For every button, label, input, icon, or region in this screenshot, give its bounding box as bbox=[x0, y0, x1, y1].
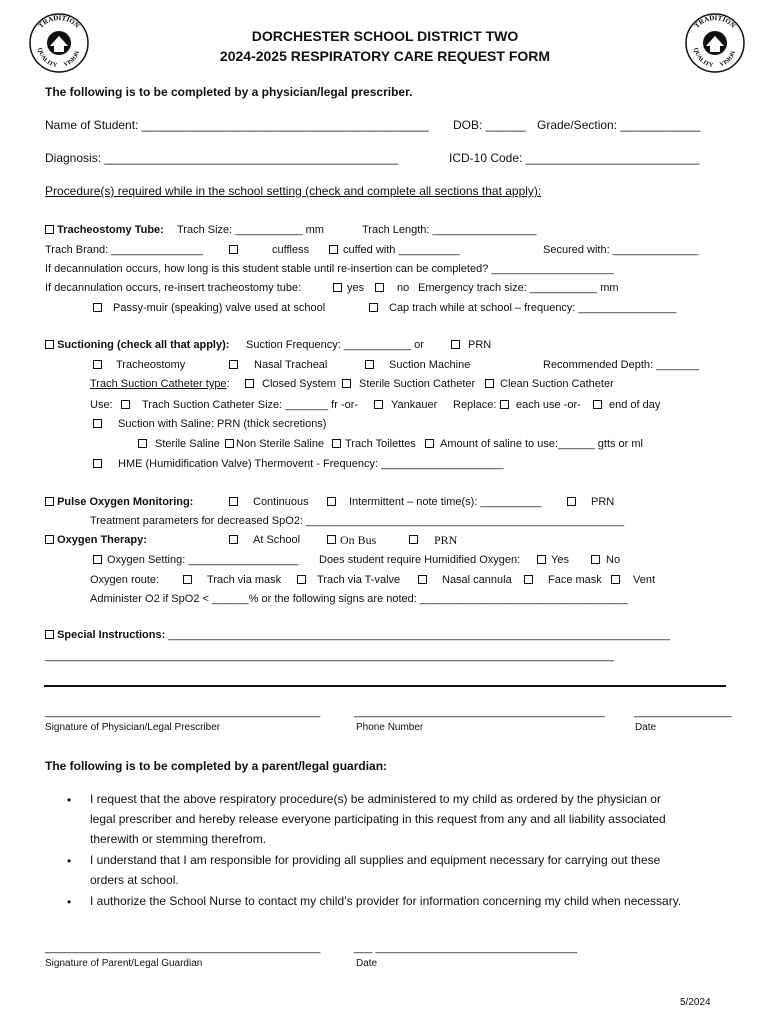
saline-checkbox[interactable] bbox=[93, 419, 102, 428]
nasal-cannula-label: Nasal cannula bbox=[442, 574, 512, 586]
administer-o2-field[interactable]: Administer O2 if SpO2 < ______% or the following signs are noted: __________________________________ bbox=[90, 593, 628, 605]
cuffed-checkbox[interactable] bbox=[329, 245, 338, 254]
trach-tvalve-label: Trach via T-valve bbox=[317, 574, 401, 586]
clean-catheter-label: Clean Suction Catheter bbox=[500, 378, 614, 390]
parent-signature-label: Signature of Parent/Legal Guardian bbox=[45, 958, 203, 969]
trach-mask-checkbox[interactable] bbox=[183, 575, 192, 584]
suctioning-checkbox[interactable] bbox=[45, 340, 54, 349]
non-sterile-saline-checkbox[interactable] bbox=[225, 439, 234, 448]
treatment-parameters-field[interactable]: Treatment parameters for decreased SpO2: ____________________________________________________ bbox=[90, 515, 625, 527]
special-instructions-label: Special Instructions: bbox=[57, 629, 166, 641]
oxygen-prn-checkbox[interactable] bbox=[409, 535, 418, 544]
decannulation-stable-field[interactable]: If decannulation occurs, how long is this student stable until re-insertion can be completed? ____________________ bbox=[45, 263, 614, 275]
non-sterile-saline-label: Non Sterile Saline bbox=[236, 438, 325, 450]
hme-checkbox[interactable] bbox=[93, 459, 102, 468]
humidified-no-checkbox[interactable] bbox=[591, 555, 600, 564]
pulse-prn-checkbox[interactable] bbox=[567, 497, 576, 506]
intermittent-checkbox[interactable] bbox=[327, 497, 336, 506]
suction-tracheostomy-checkbox[interactable] bbox=[93, 360, 102, 369]
at-school-label: At School bbox=[253, 534, 301, 546]
passy-muir-checkbox[interactable] bbox=[93, 303, 102, 312]
catheter-type-colon: : bbox=[226, 378, 230, 390]
parent-date-line[interactable]: ___ _________________________________ bbox=[354, 942, 578, 954]
suction-frequency-field[interactable]: Suction Frequency: ___________ or bbox=[246, 339, 424, 351]
trach-toilettes-checkbox[interactable] bbox=[332, 439, 341, 448]
suction-machine-checkbox[interactable] bbox=[365, 360, 374, 369]
bullet-1-line2: legal prescriber and hereby release everyone participating in this request from any and all liability associated bbox=[90, 812, 666, 826]
each-use-checkbox[interactable] bbox=[500, 400, 509, 409]
bullet-dot: • bbox=[67, 854, 72, 868]
closed-system-label: Closed System bbox=[262, 378, 336, 390]
oxygen-setting-checkbox[interactable] bbox=[93, 555, 102, 564]
face-mask-label: Face mask bbox=[548, 574, 602, 586]
end-of-day-checkbox[interactable] bbox=[593, 400, 602, 409]
physician-date-line[interactable]: ________________ bbox=[634, 706, 732, 718]
pulse-prn-label: PRN bbox=[591, 496, 615, 508]
trach-tvalve-checkbox[interactable] bbox=[297, 575, 306, 584]
humidified-yes-checkbox[interactable] bbox=[537, 555, 546, 564]
nasal-tracheal-label: Nasal Tracheal bbox=[254, 359, 328, 371]
logo-right-text: VISION bbox=[63, 50, 82, 69]
trach-mask-label: Trach via mask bbox=[207, 574, 282, 586]
logo-top-text: TRADITION bbox=[692, 13, 738, 30]
icd10-field[interactable]: ICD-10 Code: __________________________ bbox=[449, 151, 700, 165]
catheter-type-label: Trach Suction Catheter type bbox=[90, 378, 227, 390]
logo-left-text: QUALITY bbox=[692, 47, 714, 69]
humidified-no-label: No bbox=[606, 554, 621, 566]
saline-amount-checkbox[interactable] bbox=[425, 439, 434, 448]
special-instructions-checkbox[interactable] bbox=[45, 630, 54, 639]
trach-brand-field[interactable]: Trach Brand: _______________ bbox=[45, 244, 203, 256]
oxygen-therapy-checkbox[interactable] bbox=[45, 535, 54, 544]
trach-toilettes-label: Trach Toilettes bbox=[345, 438, 416, 450]
trach-length-field[interactable]: Trach Length: _________________ bbox=[362, 224, 537, 236]
bullet-dot: • bbox=[67, 895, 72, 909]
sterile-catheter-checkbox[interactable] bbox=[342, 379, 351, 388]
end-of-day-label: end of day bbox=[609, 399, 661, 411]
physician-intro: The following is to be completed by a physician/legal prescriber. bbox=[45, 85, 413, 99]
reinsert-yes-label: yes bbox=[347, 282, 365, 294]
special-instructions-line1[interactable]: __________________________________________________________________________________ bbox=[168, 629, 670, 641]
hme-frequency-field[interactable]: HME (Humidification Valve) Thermovent - Frequency: ____________________ bbox=[118, 458, 504, 470]
phone-number-line[interactable]: _________________________________________ bbox=[354, 706, 605, 718]
bullet-dot: • bbox=[67, 793, 72, 807]
recommended-depth-field[interactable]: Recommended Depth: _______ bbox=[543, 359, 699, 371]
suctioning-label: Suctioning (check all that apply): bbox=[57, 339, 230, 351]
physician-date-label: Date bbox=[635, 722, 657, 733]
suction-prn-checkbox[interactable] bbox=[451, 340, 460, 349]
physician-signature-line[interactable]: _____________________________________________ bbox=[45, 706, 321, 718]
catheter-size-checkbox[interactable] bbox=[121, 400, 130, 409]
suction-tracheostomy-label: Tracheostomy bbox=[116, 359, 186, 371]
reinsert-yes-checkbox[interactable] bbox=[333, 283, 342, 292]
saline-amount-field[interactable]: Amount of saline to use:______ gtts or ml bbox=[440, 438, 644, 450]
bullet-2-line1: I understand that I am responsible for providing all supplies and equipment necessary for carrying out these bbox=[90, 853, 661, 867]
cuffless-checkbox[interactable] bbox=[229, 245, 238, 254]
at-school-checkbox[interactable] bbox=[229, 535, 238, 544]
nasal-cannula-checkbox[interactable] bbox=[418, 575, 427, 584]
logo-top-text: TRADITION bbox=[36, 13, 82, 30]
sterile-saline-checkbox[interactable] bbox=[138, 439, 147, 448]
reinsert-no-label: no bbox=[397, 282, 410, 294]
dob-field[interactable]: DOB: ______ bbox=[453, 118, 526, 132]
on-bus-label: On Bus bbox=[340, 533, 377, 547]
decannulation-reinsert-label: If decannulation occurs, re-insert tracheostomy tube: bbox=[45, 282, 302, 294]
oxygen-setting-field[interactable]: Oxygen Setting: __________________ bbox=[107, 554, 299, 566]
parent-intro: The following is to be completed by a parent/legal guardian: bbox=[45, 759, 388, 773]
yankauer-label: Yankauer bbox=[391, 399, 438, 411]
vent-label: Vent bbox=[633, 574, 656, 586]
sterile-catheter-label: Sterile Suction Catheter bbox=[359, 378, 476, 390]
logo-right-text: VISION bbox=[719, 50, 738, 69]
on-bus-checkbox[interactable] bbox=[327, 535, 336, 544]
passy-muir-label: Passy-muir (speaking) valve used at school bbox=[113, 302, 326, 314]
grade-section-field[interactable]: Grade/Section: ____________ bbox=[537, 118, 701, 132]
special-instructions-line2[interactable]: _____________________________________________________________________________________________ bbox=[45, 650, 614, 662]
each-use-label: each use -or- bbox=[516, 399, 581, 411]
tracheostomy-checkbox[interactable] bbox=[45, 225, 54, 234]
bullet-3: I authorize the School Nurse to contact my child’s provider for information concerning my child when necessary. bbox=[90, 894, 682, 908]
parent-date-label: Date bbox=[356, 958, 378, 969]
footer-date: 5/2024 bbox=[680, 997, 711, 1008]
humidified-yes-label: Yes bbox=[551, 554, 569, 566]
sterile-saline-label: Sterile Saline bbox=[155, 438, 220, 450]
yankauer-checkbox[interactable] bbox=[374, 400, 383, 409]
cap-trach-checkbox[interactable] bbox=[369, 303, 378, 312]
use-label: Use: bbox=[90, 399, 113, 411]
diagnosis-field[interactable]: Diagnosis: ____________________________________________ bbox=[45, 151, 399, 165]
pulse-oxygen-label: Pulse Oxygen Monitoring: bbox=[57, 496, 194, 508]
bullet-1-line1: I request that the above respiratory procedure(s) be administered to my child as ordered by the physician or bbox=[90, 792, 661, 806]
oxygen-prn-label: PRN bbox=[434, 533, 458, 547]
continuous-checkbox[interactable] bbox=[229, 497, 238, 506]
clean-catheter-checkbox[interactable] bbox=[485, 379, 494, 388]
replace-label: Replace: bbox=[453, 399, 497, 411]
logo-left-text: QUALITY bbox=[36, 47, 58, 69]
section-divider bbox=[44, 685, 726, 687]
cuffed-field[interactable]: cuffed with __________ bbox=[343, 244, 460, 256]
trach-size-field[interactable]: Trach Size: ___________ mm bbox=[177, 224, 324, 236]
emergency-trach-size-field[interactable]: Emergency trach size: ___________ mm bbox=[418, 282, 619, 294]
pulse-oxygen-checkbox[interactable] bbox=[45, 497, 54, 506]
face-mask-checkbox[interactable] bbox=[524, 575, 533, 584]
cap-trach-field[interactable]: Cap trach while at school – frequency: ________________ bbox=[389, 302, 677, 314]
suction-prn-label: PRN bbox=[468, 339, 492, 351]
bullet-1-line3: therewith or stemming therefrom. bbox=[90, 832, 267, 846]
vent-checkbox[interactable] bbox=[611, 575, 620, 584]
physician-signature-label: Signature of Physician/Legal Prescriber bbox=[45, 722, 221, 733]
form-title-line1: DORCHESTER SCHOOL DISTRICT TWO bbox=[251, 28, 519, 44]
tracheostomy-label: Tracheostomy Tube: bbox=[57, 224, 164, 236]
nasal-tracheal-checkbox[interactable] bbox=[229, 360, 238, 369]
closed-system-checkbox[interactable] bbox=[245, 379, 254, 388]
reinsert-no-checkbox[interactable] bbox=[375, 283, 384, 292]
intermittent-field[interactable]: Intermittent – note time(s): __________ bbox=[349, 496, 542, 508]
oxygen-therapy-label: Oxygen Therapy: bbox=[57, 534, 147, 546]
oxygen-route-label: Oxygen route: bbox=[90, 574, 160, 586]
continuous-label: Continuous bbox=[253, 496, 309, 508]
parent-signature-line[interactable]: _____________________________________________ bbox=[45, 942, 321, 954]
bullet-2-line2: orders at school. bbox=[90, 873, 179, 887]
catheter-size-field[interactable]: Trach Suction Catheter Size: _______ fr -or- bbox=[142, 399, 359, 411]
saline-label: Suction with Saline: PRN (thick secretions) bbox=[118, 418, 327, 430]
suction-machine-label: Suction Machine bbox=[389, 359, 471, 371]
humidified-oxygen-label: Does student require Humidified Oxygen: bbox=[319, 554, 521, 566]
secured-with-field[interactable]: Secured with: ______________ bbox=[543, 244, 699, 256]
form-title-line2: 2024-2025 RESPIRATORY CARE REQUEST FORM bbox=[219, 48, 551, 64]
phone-number-label: Phone Number bbox=[356, 722, 424, 733]
cuffless-label: cuffless bbox=[272, 244, 310, 256]
procedures-heading: Procedure(s) required while in the school setting (check and complete all sections that apply): bbox=[45, 184, 542, 198]
student-name-field[interactable]: Name of Student: ___________________________________________ bbox=[45, 118, 429, 132]
